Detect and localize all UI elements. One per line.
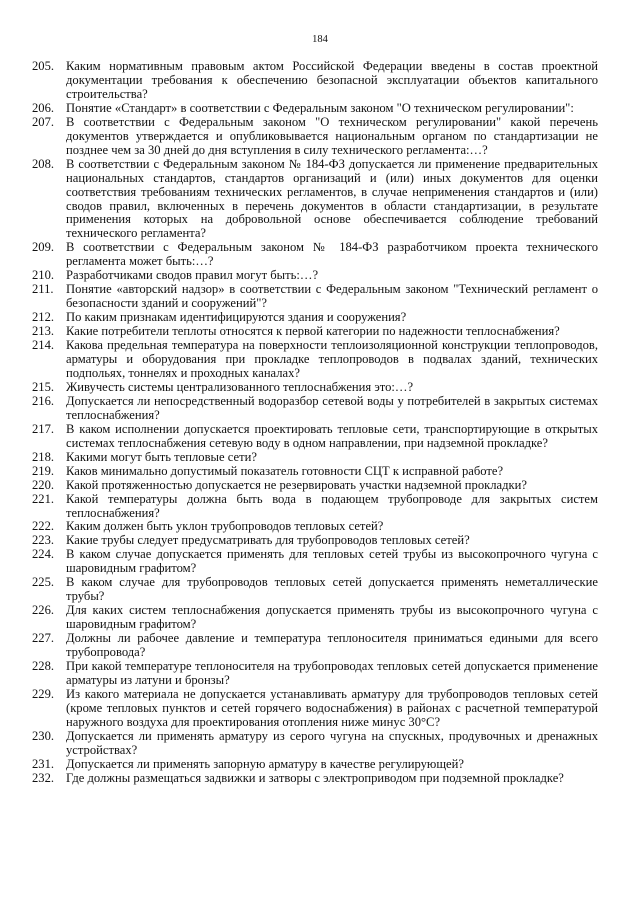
question-item	[32, 604, 598, 632]
question-item	[32, 283, 598, 311]
question-text: Допускается ли применять запорную арматуру в качестве регулирующей?	[66, 756, 464, 771]
question-number: 220.	[32, 477, 55, 492]
question-number: 226.	[32, 603, 55, 618]
question-text: В каком случае для трубопроводов тепловых сетей допускается применять неметаллические трубы?	[66, 575, 598, 604]
question-item	[32, 688, 598, 730]
question-text: Понятие «авторский надзор» в соответствии с Федеральным законом "Технический регламент о безопасности зданий и сооружений"?	[66, 282, 598, 311]
question-text: В соответствии с Федеральным законом № 184-ФЗ разработчиком проекта технического регламента может быть:…?	[66, 240, 598, 269]
question-item	[32, 102, 598, 116]
question-list	[32, 60, 598, 786]
question-item	[32, 632, 598, 660]
question-item	[32, 730, 598, 758]
question-item	[32, 158, 598, 242]
question-item	[32, 660, 598, 688]
question-item	[32, 576, 598, 604]
question-number: 221.	[32, 491, 55, 506]
question-item	[32, 423, 598, 451]
question-number: 211.	[32, 282, 54, 297]
question-number: 218.	[32, 449, 55, 464]
question-item	[32, 758, 598, 772]
question-item	[32, 241, 598, 269]
question-item	[32, 116, 598, 158]
question-number: 228.	[32, 658, 55, 673]
question-item	[32, 772, 598, 786]
question-item	[32, 548, 598, 576]
page-number: 184	[312, 34, 328, 45]
question-number: 231.	[32, 756, 55, 771]
question-number: 205.	[32, 59, 55, 73]
question-number: 212.	[32, 310, 55, 325]
question-number: 215.	[32, 379, 55, 394]
question-number: 223.	[32, 533, 55, 548]
question-number: 232.	[32, 770, 55, 785]
question-item	[32, 381, 598, 395]
question-text: Где должны размещаться задвижки и затворы с электроприводом при подземной прокладке?	[66, 770, 564, 785]
question-text: В соответствии с Федеральным законом "О техническом регулировании" какой перечень документов утверждается и опубликовывается национальным органом по стандартизации не позднее чем за 30 дней до дня вступления в силу технического регламента:…?	[66, 114, 598, 157]
question-number: 222.	[32, 519, 55, 534]
question-text: Какова предельная температура на поверхности теплоизоляционной конструкции теплопроводов, арматуры и оборудования при прокладке теплопроводов в подвалах зданий, технических подпольях, тоннелях и проходных каналах?	[66, 338, 598, 380]
question-text: Допускается ли применять арматуру из серого чугуна на спускных, продувочных и дренажных устройствах?	[66, 728, 598, 757]
question-text: Каким нормативным правовым актом Российской Федерации введены в состав проектной документации требования к обеспечению безопасной эксплуатации объектов капитального строительства?	[66, 59, 598, 101]
question-text: Какой температуры должна быть вода в подающем трубопроводе для закрытых систем теплоснабжения?	[66, 491, 598, 520]
question-item	[32, 451, 598, 465]
question-text: Разработчиками сводов правил могут быть:…?	[66, 268, 319, 283]
question-text: Какие трубы следует предусматривать для трубопроводов тепловых сетей?	[66, 533, 470, 548]
question-number: 217.	[32, 421, 55, 436]
question-number: 230.	[32, 728, 55, 743]
question-item	[32, 339, 598, 381]
question-number: 219.	[32, 463, 55, 478]
question-number: 214.	[32, 338, 55, 353]
question-number: 210.	[32, 268, 55, 283]
question-item	[32, 395, 598, 423]
question-item	[32, 325, 598, 339]
question-text: Каким должен быть уклон трубопроводов тепловых сетей?	[66, 519, 384, 534]
question-number: 216.	[32, 393, 55, 408]
question-text: Понятие «Стандарт» в соответствии с Федеральным законом "О техническом регулировании":	[66, 100, 574, 115]
question-item	[32, 311, 598, 325]
question-number: 206.	[32, 100, 55, 115]
question-text: При какой температуре теплоносителя на трубопроводах тепловых сетей допускается применение арматуры из латуни и бронзы?	[66, 658, 598, 687]
question-text: Из какого материала не допускается устанавливать арматуру для трубопроводов тепловых сетей (кроме тепловых пунктов и сетей горячего водоснабжения) в районах с расчетной температурой наружного воздуха для проектирования отопления ниже минус 30°С?	[66, 686, 598, 729]
question-text: В соответствии с Федеральным законом № 184-ФЗ допускается ли применение предварительных национальных стандартов, стандартов организаций и (или) иных документов для оценки соответствия требованиям технических регламентов, в случае неприменения стандартов и (или) сводов правил, включенных в перечень документов в области стандартизации, в результате применения которых на добровольной основе обеспечивается соблюдение требований технического регламента?	[66, 156, 598, 241]
question-text: Допускается ли непосредственный водоразбор сетевой воды у потребителей в закрытых системах теплоснабжения?	[66, 393, 598, 422]
question-item	[32, 479, 598, 493]
question-item	[32, 493, 598, 521]
question-item	[32, 60, 598, 102]
question-text: Каков минимально допустимый показатель готовности СЦТ к исправной работе?	[66, 463, 504, 478]
question-text: В каком исполнении допускается проектировать тепловые сети, транспортирующие в открытых системах теплоснабжения сетевую воду в одном направлении, при надземной прокладке?	[66, 421, 598, 450]
question-item	[32, 534, 598, 548]
question-number: 208.	[32, 156, 55, 171]
question-text: Какой протяженностью допускается не резервировать участки надземной прокладки?	[66, 477, 527, 492]
question-text: Какие потребители теплоты относятся к первой категории по надежности теплоснабжения?	[66, 324, 560, 339]
question-number: 227.	[32, 631, 55, 646]
question-text: Живучесть системы централизованного теплоснабжения это:…?	[66, 379, 414, 394]
question-text: По каким признакам идентифицируются здания и сооружения?	[66, 310, 407, 325]
question-item	[32, 269, 598, 283]
question-text: В каком случае допускается применять для тепловых сетей трубы из высокопрочного чугуна с шаровидным графитом?	[66, 547, 598, 576]
question-item	[32, 520, 598, 534]
question-number: 224.	[32, 547, 55, 562]
question-text: Какими могут быть тепловые сети?	[66, 449, 257, 464]
question-number: 213.	[32, 324, 55, 339]
question-number: 209.	[32, 240, 55, 255]
question-item	[32, 465, 598, 479]
question-number: 229.	[32, 686, 55, 701]
question-number: 225.	[32, 575, 55, 590]
question-text: Для каких систем теплоснабжения допускается применять трубы из высокопрочного чугуна с шаровидным графитом?	[66, 603, 598, 632]
question-text: Должны ли рабочее давление и температура теплоносителя приниматься едиными для всего трубопровода?	[66, 631, 598, 660]
question-number: 207.	[32, 114, 55, 129]
